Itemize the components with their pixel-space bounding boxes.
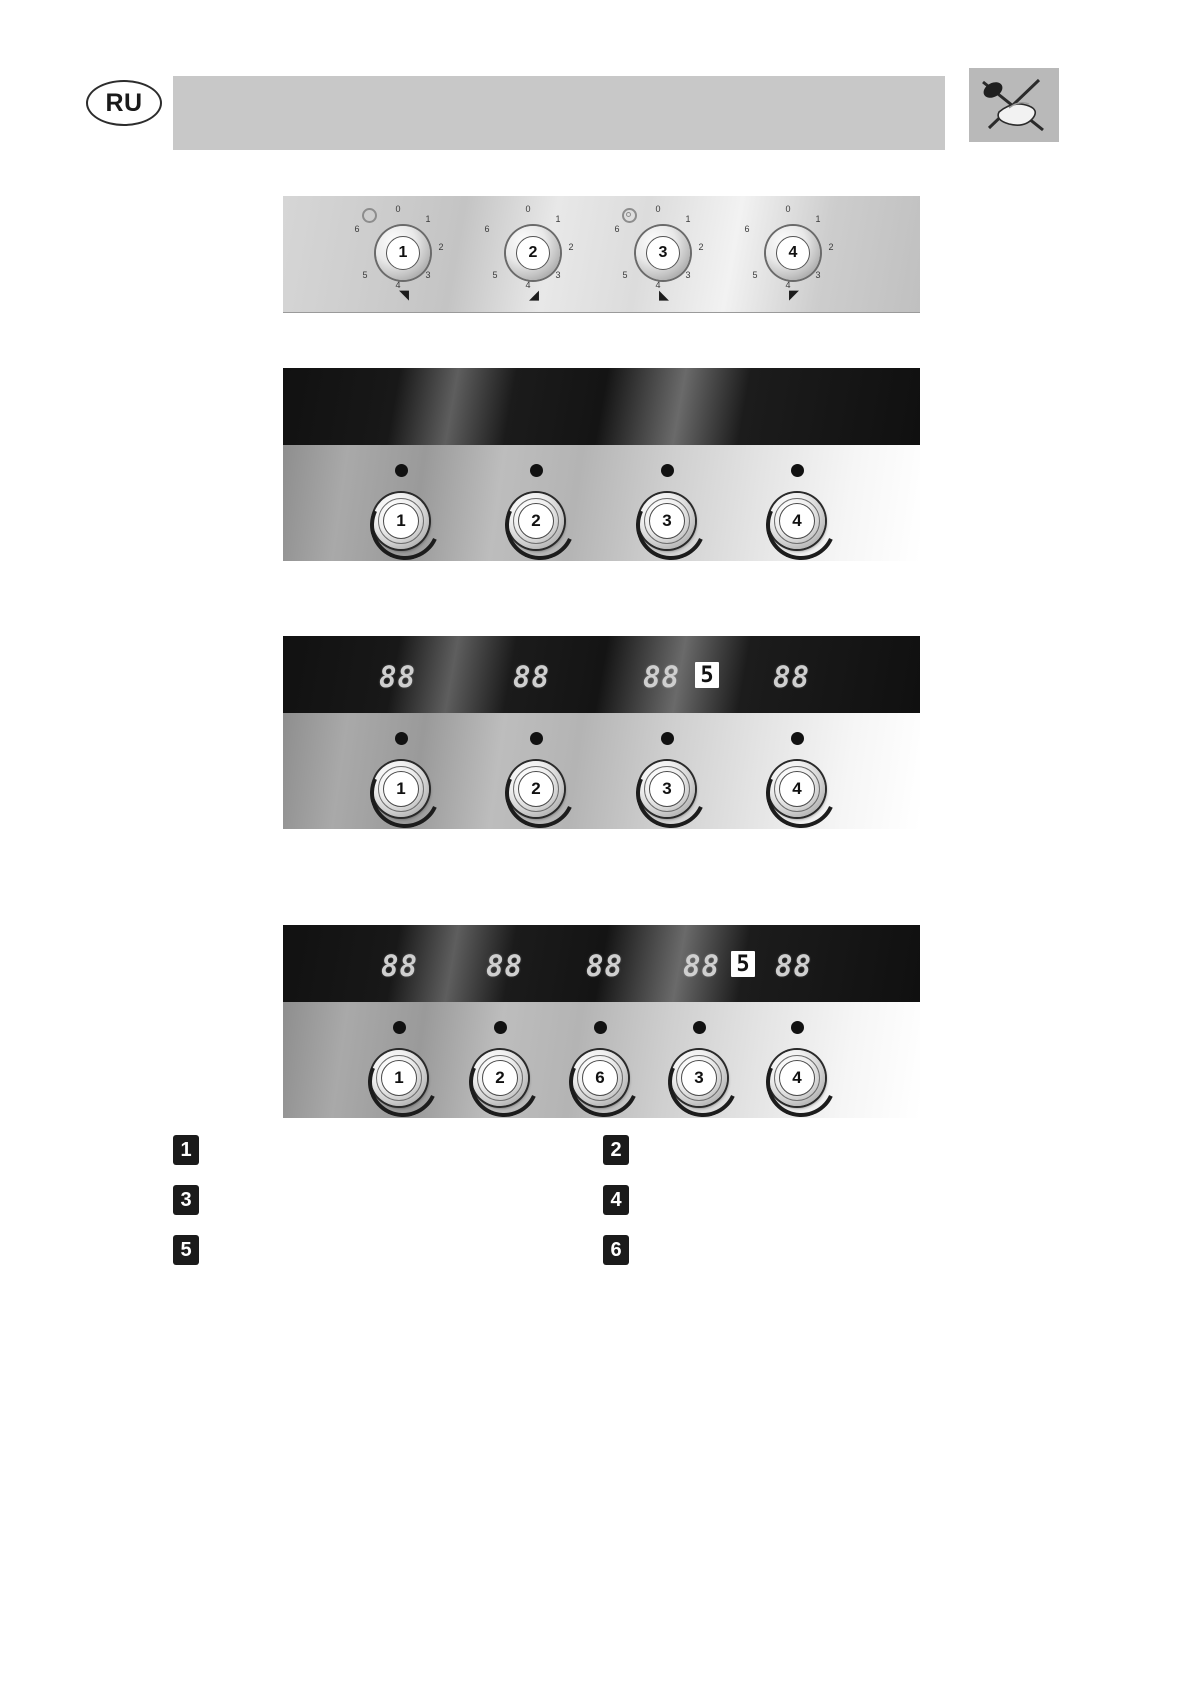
timer-indicator-badge[interactable]: 5 bbox=[695, 662, 719, 688]
header-title-bar bbox=[173, 76, 945, 150]
cooking-utensils-icon bbox=[969, 68, 1059, 142]
gas-knob-label-4: 4 bbox=[776, 236, 810, 270]
gas-knob-3[interactable] bbox=[636, 226, 690, 280]
timer-indicator-badge[interactable]: 5 bbox=[731, 951, 755, 977]
legend-item-2 bbox=[603, 1135, 1033, 1165]
scale-label: 1 bbox=[425, 214, 431, 224]
legend-number-badge: 6 bbox=[603, 1235, 629, 1265]
gas-knob-1[interactable] bbox=[376, 226, 430, 280]
hob-knob-label-3: 3 bbox=[681, 1060, 717, 1096]
scale-label: 6 bbox=[354, 224, 360, 234]
hob-knob-1[interactable] bbox=[373, 493, 429, 549]
language-badge-label: RU bbox=[105, 88, 143, 117]
gas-dial-group-1 bbox=[343, 202, 465, 306]
power-display-1: 88 bbox=[381, 949, 418, 983]
scale-label: 0 bbox=[525, 204, 531, 214]
legend bbox=[173, 1135, 1033, 1285]
scale-label: 4 bbox=[785, 280, 791, 290]
hob-knob-3[interactable] bbox=[639, 493, 695, 549]
scale-label: 2 bbox=[698, 242, 704, 252]
hob-knob-label-1: 1 bbox=[381, 1060, 417, 1096]
scale-label: 5 bbox=[622, 270, 628, 280]
scale-label: 2 bbox=[828, 242, 834, 252]
hob-knob-1[interactable] bbox=[373, 761, 429, 817]
scale-label: 4 bbox=[395, 280, 401, 290]
hob-knob-label-2: 2 bbox=[518, 503, 554, 539]
indicator-led-3 bbox=[661, 464, 674, 477]
hob-knob-2[interactable] bbox=[508, 761, 564, 817]
hob-knob-label-4: 4 bbox=[779, 503, 815, 539]
hob-knob-2[interactable] bbox=[508, 493, 564, 549]
power-display-2: 88 bbox=[486, 949, 523, 983]
power-display-4: 88 bbox=[773, 660, 810, 694]
indicator-led-5 bbox=[791, 1021, 804, 1034]
gas-knob-label-1: 1 bbox=[386, 236, 420, 270]
gas-dial-group-3 bbox=[603, 202, 725, 306]
cooking-utensils-icon-svg bbox=[969, 68, 1059, 142]
indicator-led-4 bbox=[791, 464, 804, 477]
scale-label: 6 bbox=[744, 224, 750, 234]
power-display-1: 88 bbox=[379, 660, 416, 694]
legend-number-badge: 1 bbox=[173, 1135, 199, 1165]
scale-label: 4 bbox=[525, 280, 531, 290]
indicator-led-4 bbox=[791, 732, 804, 745]
electric-hob-control-panel-5-knobs-with-display bbox=[283, 925, 920, 1118]
legend-item-4 bbox=[603, 1185, 1033, 1215]
indicator-led-2 bbox=[530, 732, 543, 745]
scale-label: 1 bbox=[555, 214, 561, 224]
legend-item-5 bbox=[173, 1235, 603, 1265]
legend-number-badge: 3 bbox=[173, 1185, 199, 1215]
legend-number-badge: 2 bbox=[603, 1135, 629, 1165]
hob-knob-label-3: 3 bbox=[649, 771, 685, 807]
hob-knob-label-1: 1 bbox=[383, 503, 419, 539]
electric-hob-control-panel-4-knobs bbox=[283, 368, 920, 561]
indicator-led-1 bbox=[395, 464, 408, 477]
legend-row bbox=[173, 1185, 1033, 1215]
scale-label: 0 bbox=[785, 204, 791, 214]
burner-position-icon-2: ◢ bbox=[529, 287, 539, 302]
indicator-led-1 bbox=[393, 1021, 406, 1034]
hob-knob-6[interactable] bbox=[572, 1050, 628, 1106]
gas-knob-label-3: 3 bbox=[646, 236, 680, 270]
scale-label: 0 bbox=[655, 204, 661, 214]
legend-item-6 bbox=[603, 1235, 1033, 1265]
legend-row bbox=[173, 1135, 1033, 1165]
hob-knob-label-4: 4 bbox=[779, 771, 815, 807]
gas-knob-4[interactable] bbox=[766, 226, 820, 280]
hob-knob-4[interactable] bbox=[769, 1050, 825, 1106]
gas-knob-label-2: 2 bbox=[516, 236, 550, 270]
power-display-2: 88 bbox=[513, 660, 550, 694]
scale-label: 3 bbox=[555, 270, 561, 280]
language-badge bbox=[86, 80, 162, 126]
scale-label: 5 bbox=[752, 270, 758, 280]
scale-label: 1 bbox=[685, 214, 691, 224]
scale-label: 4 bbox=[655, 280, 661, 290]
gas-hob-control-panel bbox=[283, 196, 920, 313]
burner-ring-icon-1 bbox=[362, 208, 377, 223]
scale-label: 6 bbox=[484, 224, 490, 234]
electric-hob-control-panel-4-knobs-with-display bbox=[283, 636, 920, 829]
legend-row bbox=[173, 1235, 1033, 1265]
power-display-3: 88 bbox=[643, 660, 680, 694]
indicator-led-2 bbox=[494, 1021, 507, 1034]
hob-knob-label-2: 2 bbox=[518, 771, 554, 807]
legend-number-badge: 4 bbox=[603, 1185, 629, 1215]
indicator-led-3 bbox=[661, 732, 674, 745]
scale-label: 5 bbox=[492, 270, 498, 280]
scale-label: 6 bbox=[614, 224, 620, 234]
gas-dial-group-2 bbox=[473, 202, 595, 306]
burner-position-icon-1: ◥ bbox=[399, 287, 409, 302]
legend-item-1 bbox=[173, 1135, 603, 1165]
gas-dial-group-4 bbox=[733, 202, 855, 306]
gas-knob-2[interactable] bbox=[506, 226, 560, 280]
burner-position-icon-3: ◣ bbox=[659, 287, 669, 302]
indicator-led-4 bbox=[693, 1021, 706, 1034]
hob-knob-label-1: 1 bbox=[383, 771, 419, 807]
scale-label: 3 bbox=[685, 270, 691, 280]
burner-ring-icon-3 bbox=[622, 208, 637, 223]
indicator-led-3 bbox=[594, 1021, 607, 1034]
hob-knob-label-6: 6 bbox=[582, 1060, 618, 1096]
header-title bbox=[173, 76, 945, 128]
scale-label: 2 bbox=[438, 242, 444, 252]
power-display-3: 88 bbox=[586, 949, 623, 983]
hob-knob-2[interactable] bbox=[472, 1050, 528, 1106]
hob-knob-label-3: 3 bbox=[649, 503, 685, 539]
scale-label: 2 bbox=[568, 242, 574, 252]
hob-knob-label-4: 4 bbox=[779, 1060, 815, 1096]
indicator-led-1 bbox=[395, 732, 408, 745]
scale-label: 1 bbox=[815, 214, 821, 224]
scale-label: 0 bbox=[395, 204, 401, 214]
hob-knob-3[interactable] bbox=[671, 1050, 727, 1106]
power-display-5: 88 bbox=[775, 949, 812, 983]
scale-label: 5 bbox=[362, 270, 368, 280]
scale-label: 3 bbox=[815, 270, 821, 280]
scale-label: 3 bbox=[425, 270, 431, 280]
legend-number-badge: 5 bbox=[173, 1235, 199, 1265]
hob-knob-3[interactable] bbox=[639, 761, 695, 817]
burner-position-icon-4: ◤ bbox=[789, 287, 799, 302]
hob-knob-4[interactable] bbox=[769, 761, 825, 817]
hob-knob-4[interactable] bbox=[769, 493, 825, 549]
hob-glass-surface bbox=[283, 368, 920, 445]
hob-knob-label-2: 2 bbox=[482, 1060, 518, 1096]
power-display-4: 88 bbox=[683, 949, 720, 983]
indicator-led-2 bbox=[530, 464, 543, 477]
legend-item-3 bbox=[173, 1185, 603, 1215]
hob-knob-1[interactable] bbox=[371, 1050, 427, 1106]
